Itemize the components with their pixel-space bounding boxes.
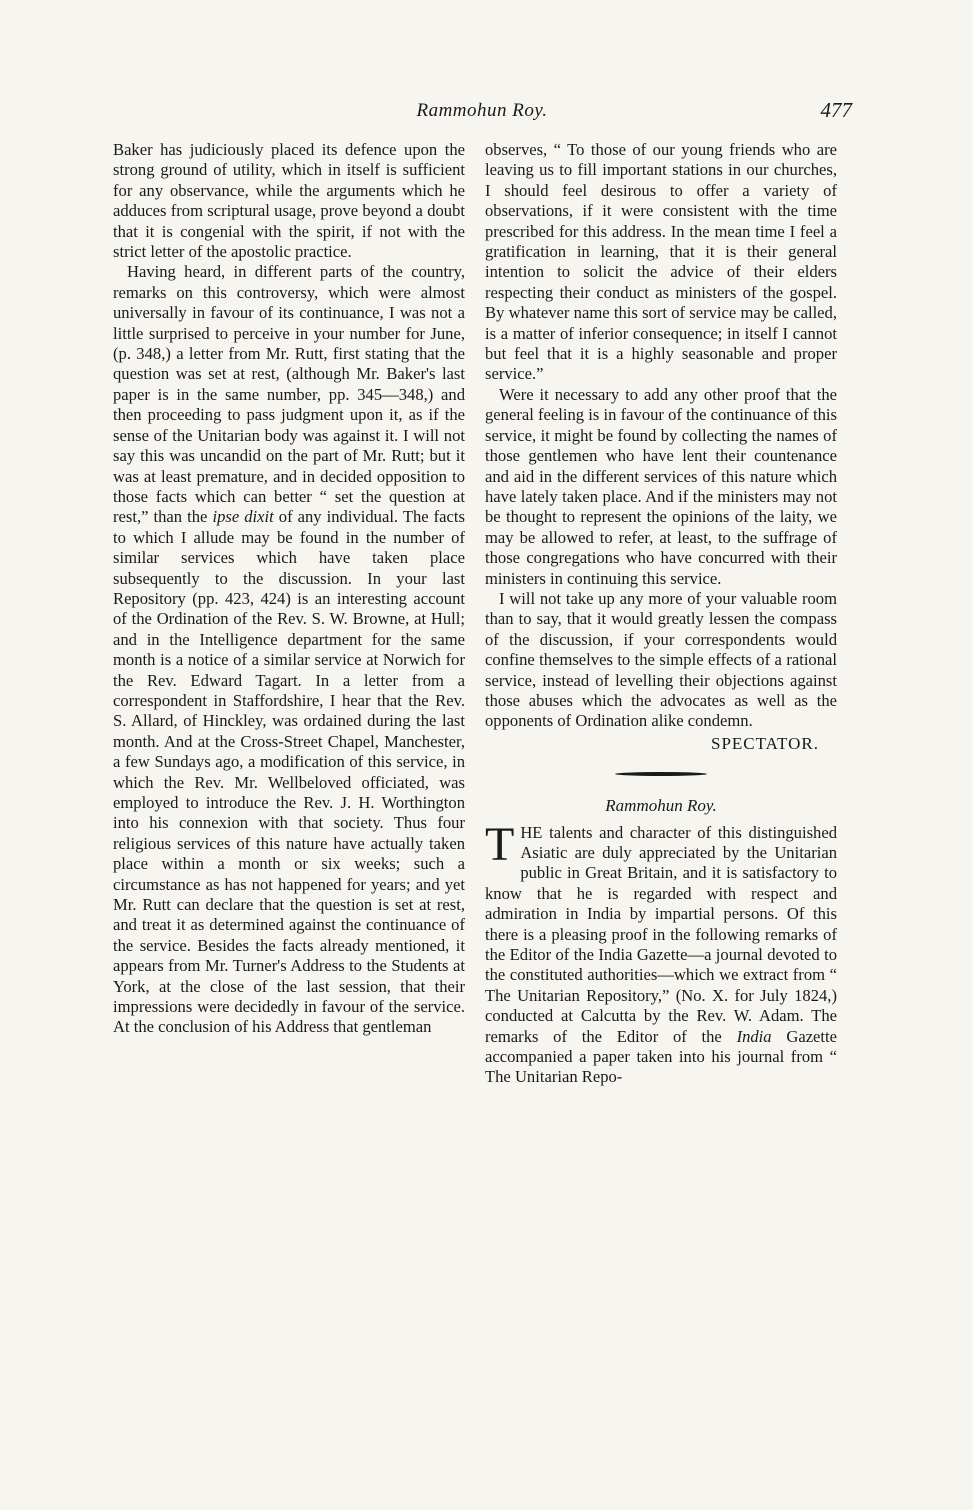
right-paragraph-3: I will not take up any more of your valuable room than to say, that it would greatly lessen the compass of the discussion, if your correspondents would confine themselves to the simple effects of a rational service, instead of levelling their objections against those abuses which the advocates as well as the opponents of Ordination alike condemn. <box>485 588 837 731</box>
right-paragraph-4-part-b: Gazette accompanied a paper taken into his journal from “ The Unitarian Repo- <box>485 1026 838 1087</box>
right-paragraph-2: Were it necessary to add any other proof that the general feeling is in favour of the continuance of this service, it might be found by collecting the names of those gentlemen who have lent their countenance and aid in the different services of this nature which have lately taken place. And if the ministers may not be thought to represent the opinions of the laity, we may be allowed to refer, at least, to the suffrage of those congregations who have concurred with their ministers in continuing this service. <box>485 384 837 588</box>
right-paragraph-4-part-a: talents and character of this distinguished Asiatic are duly appreciated by the Unitarian public in Great Britain, and it is satisfactory to know that he is regarded with respect and admiration in India by impartial persons. Of this there is a pleasing proof in the following remarks of the Editor of the India Gazette—a journal devoted to the constituted authorities—which we extract from “ The Unitarian Repository,” (No. X. for July 1824,) conducted at Calcutta by the Rev. W. Adam. The remarks of the Editor of the <box>485 822 837 1046</box>
left-paragraph-2-part-a: Having heard, in different parts of the country, remarks on this controversy, which were almost universally in favour of its continuance, I was not a little surprised to perceive in your number for June, (p. 348,) a letter from Mr. Rutt, first stating that the question was set at rest, (although Mr. Baker's last paper is in the same number, pp. 345—348,) and then proceeding to pass judgment upon it, as if the sense of the Unitarian body was against it. I will not say this was uncandid on the part of Mr. Rutt; but it was at least premature, and in decided opposition to those facts which can better “ set the question at rest,” than the <box>113 262 465 527</box>
page-number: 477 <box>820 98 852 122</box>
india-italic: India <box>736 1026 772 1046</box>
signature: SPECTATOR. <box>711 733 819 753</box>
section-title: Rammohun Roy. <box>605 796 717 816</box>
page-header <box>112 100 852 130</box>
section-divider <box>615 772 707 776</box>
drop-cap: T <box>485 817 515 871</box>
right-paragraph-1: observes, “ To those of our young friends who are leaving us to fill important stations in our churches, I should feel desirous to offer a variety of observations, if it were consistent with the time prescribed for this address. In the mean time I feel a gratification in learning, that it is their general intention to solicit the advice of their elders respecting their conduct as ministers of the gospel. By whatever name this sort of service may be called, is a matter of inferior consequence; in itself I cannot but feel that it is a highly seasonable and proper service.” <box>485 140 837 384</box>
left-paragraph-2 <box>113 262 465 1037</box>
ipse-dixit-italic: ipse dixit <box>212 507 274 527</box>
right-paragraph-4 <box>485 817 838 1088</box>
running-title: Rammohun Roy. <box>416 100 548 121</box>
right-column <box>485 140 837 1088</box>
left-column <box>113 140 465 1038</box>
left-paragraph-2-part-b: of any individual. The facts to which I allude may be found in the number of similar services which have taken place subsequently to the discussion. In your last Repository (pp. 423, 424) is an interesting account of the Ordination of the Rev. S. W. Browne, at Hull; and in the Intelligence department for the same month is a notice of a similar service at Norwich for the Rev. Edward Tagart. In a letter from a correspondent in Staffordshire, I hear that the Rev. S. Allard, of Hinckley, was ordained during the last month. And at the Cross-Street Chapel, Manchester, a few Sundays ago, a modification of this service, in which the Rev. Mr. Wellbeloved officiated, was employed to introduce the Rev. J. H. Worthington into his connexion with that society. Thus four religious services of this nature have actually taken place within a month or six weeks; such a circumstance as has not happened for years; and yet Mr. Rutt can declare that the question is set at rest, and treat it as determined against the continuance of the service. Besides the facts already mentioned, it appears from Mr. Turner's Address to the Students at York, at the close of the last session, that their impressions were decidedly in favour of the service. At the conclusion of his Address that gentleman <box>113 507 465 1037</box>
smallcaps-opening: HE <box>520 822 543 842</box>
left-paragraph-1: Baker has judiciously placed its defence upon the strong ground of utility, which in itself is sufficient for any observance, while the arguments which he adduces from scriptural usage, prove beyond a doubt that it is congenial with the spirit, if not with the strict letter of the apostolic practice. <box>113 140 465 262</box>
